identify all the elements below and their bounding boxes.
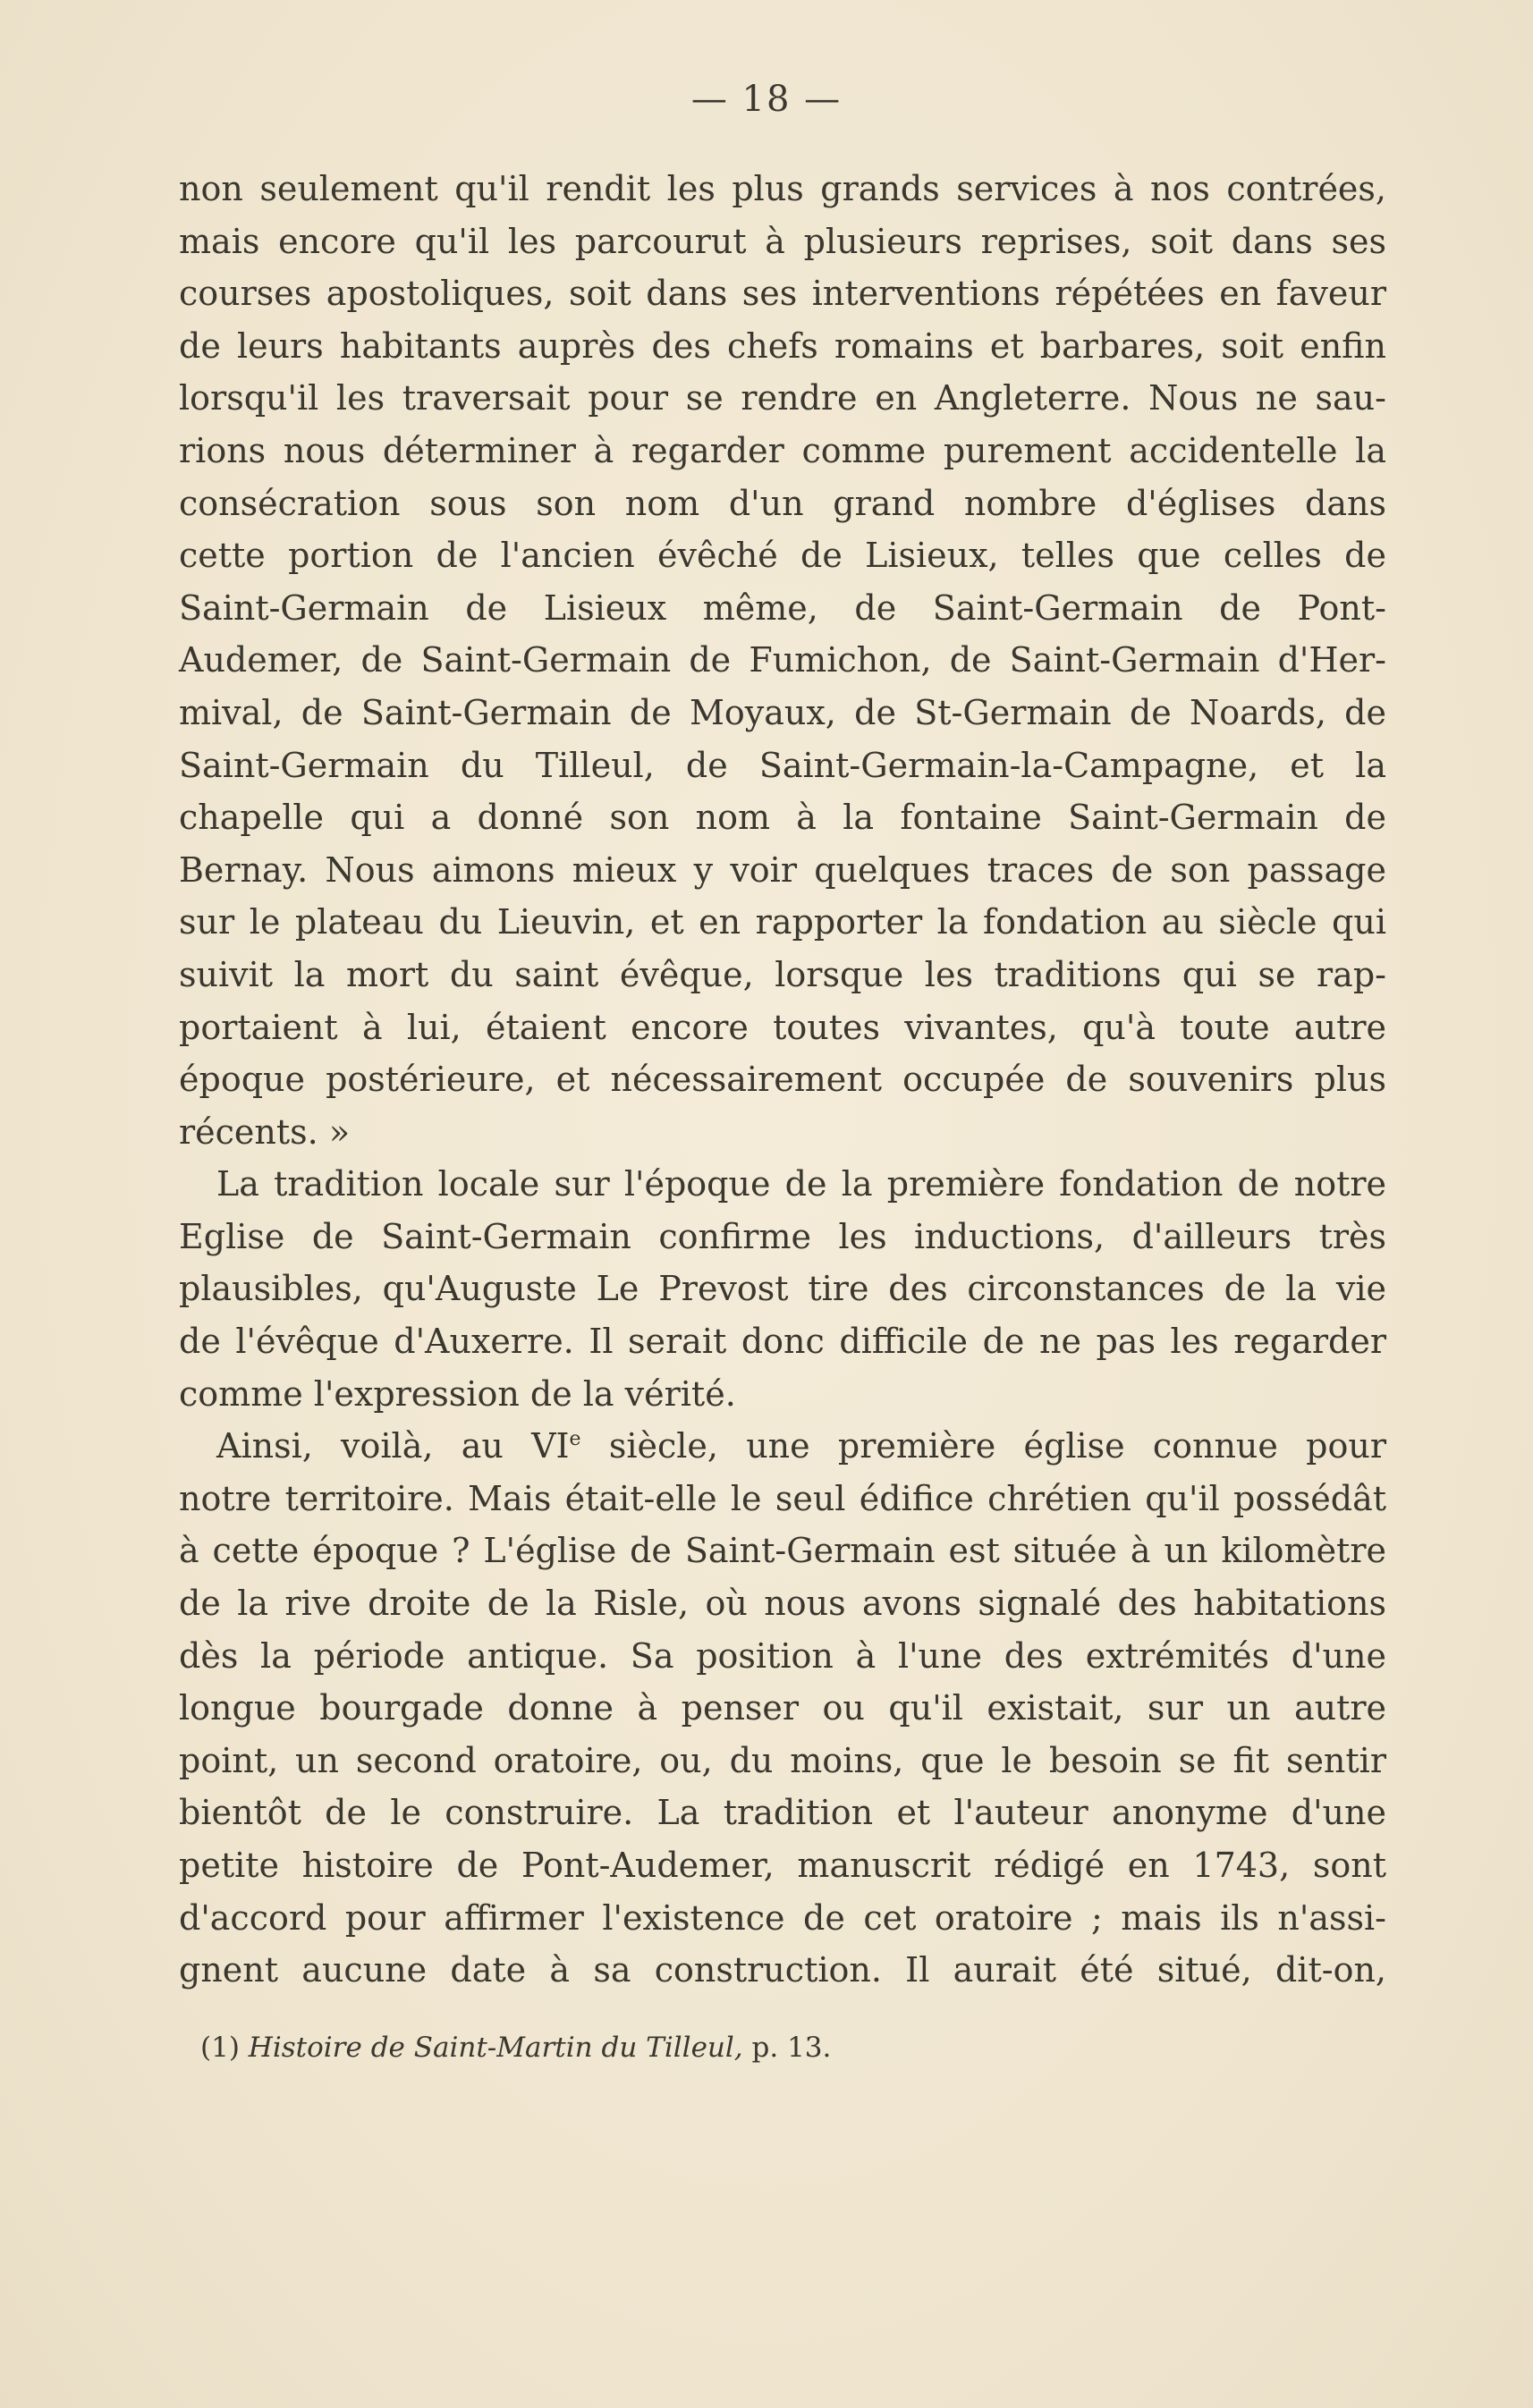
footnote <box>200 2032 831 2064</box>
body-text <box>179 163 1386 1997</box>
text-line: rions nous déterminer à regarder comme purement accidentelle la <box>179 430 1386 470</box>
text-line: Eglise de Saint-Germain confirme les inductions, d'ailleurs très <box>179 1216 1386 1256</box>
text-line: non seulement qu'il rendit les plus grands services à nos contrées, <box>179 169 1386 208</box>
text-line: petite histoire de Pont-Audemer, manuscrit rédigé en 1743, sont <box>179 1846 1386 1885</box>
text-segment: siècle, une première église connue pour <box>580 1426 1386 1466</box>
text-line: mais encore qu'il les parcourut à plusieurs reprises, soit dans ses <box>179 221 1386 261</box>
text-line: à cette époque ? L'église de Saint-Germain est située à un kilomètre <box>179 1531 1386 1571</box>
text-line: de l'évêque d'Auxerre. Il serait donc difficile de ne pas les regarder <box>179 1322 1386 1362</box>
page-number: — 18 — <box>690 79 843 120</box>
text-line: gnent aucune date à sa construction. Il aurait été situé, dit-on, <box>179 1950 1386 1990</box>
text-line: portaient à lui, étaient encore toutes vivantes, qu'à toute autre <box>179 1007 1386 1047</box>
text-line: longue bourgade donne à penser ou qu'il existait, sur un autre <box>179 1688 1386 1728</box>
text-line: lorsqu'il les traversait pour se rendre en Angleterre. Nous ne sau- <box>179 378 1386 418</box>
footnote-page-ref: p. 13. <box>751 2032 832 2064</box>
text-line: époque postérieure, et nécessairement occupée de souvenirs plus <box>179 1060 1386 1100</box>
text-line <box>179 1420 1386 1473</box>
text-line: comme l'expression de la vérité. <box>179 1373 736 1414</box>
text-line: Saint-Germain du Tilleul, de Saint-Germain-la-Campagne, et la <box>179 745 1386 785</box>
text-line: d'accord pour affirmer l'existence de cet oratoire ; mais ils n'assi- <box>179 1897 1386 1938</box>
text-line: cette portion de l'ancien évêché de Lisieux, telles que celles de <box>179 536 1386 576</box>
text-line: consécration sous son nom d'un grand nombre d'églises dans <box>179 483 1386 523</box>
text-line: Saint-Germain de Lisieux même, de Saint-Germain de Pont- <box>179 587 1386 628</box>
superscript-e: e <box>569 1428 581 1451</box>
text-line: de la rive droite de la Risle, où nous avons signalé des habitations <box>179 1584 1386 1624</box>
text-line: mival, de Saint-Germain de Moyaux, de St-Germain de Noards, de <box>179 692 1386 732</box>
text-line: récents. » <box>179 1111 351 1152</box>
text-line: dès la période antique. Sa position à l'une des extrémités d'une <box>179 1635 1386 1676</box>
text-line: bientôt de le construire. La tradition et l'auteur anonyme d'une <box>179 1793 1386 1833</box>
text-line: Bernay. Nous aimons mieux y voir quelques traces de son passage <box>179 849 1386 890</box>
text-line: notre territoire. Mais était-elle le seul édifice chrétien qu'il possédât <box>179 1478 1386 1518</box>
text-line: chapelle qui a donné son nom à la fontaine Saint-Germain de <box>179 798 1386 838</box>
text-line: courses apostoliques, soit dans ses interventions répétées en faveur <box>179 274 1386 314</box>
text-line: sur le plateau du Lieuvin, et en rapporter la fondation au siècle qui <box>179 902 1386 942</box>
text-segment: Ainsi, voilà, au VI <box>216 1426 570 1466</box>
text-line: suivit la mort du saint évêque, lorsque les traditions qui se rap- <box>179 954 1386 994</box>
text-line: La tradition locale sur l'époque de la première fondation de notre <box>216 1164 1386 1204</box>
text-line: plausibles, qu'Auguste Le Prevost tire des circonstances de la vie <box>179 1269 1386 1309</box>
text-line: point, un second oratoire, ou, du moins, que le besoin se fit sentir <box>179 1740 1386 1780</box>
footnote-mark: (1) <box>200 2032 240 2064</box>
text-line: de leurs habitants auprès des chefs romains et barbares, soit enfin <box>179 325 1386 366</box>
text-line: Audemer, de Saint-Germain de Fumichon, de Saint-Germain d'Her- <box>179 640 1386 680</box>
footnote-title: Histoire de Saint-Martin du Tilleul, <box>248 2032 743 2064</box>
